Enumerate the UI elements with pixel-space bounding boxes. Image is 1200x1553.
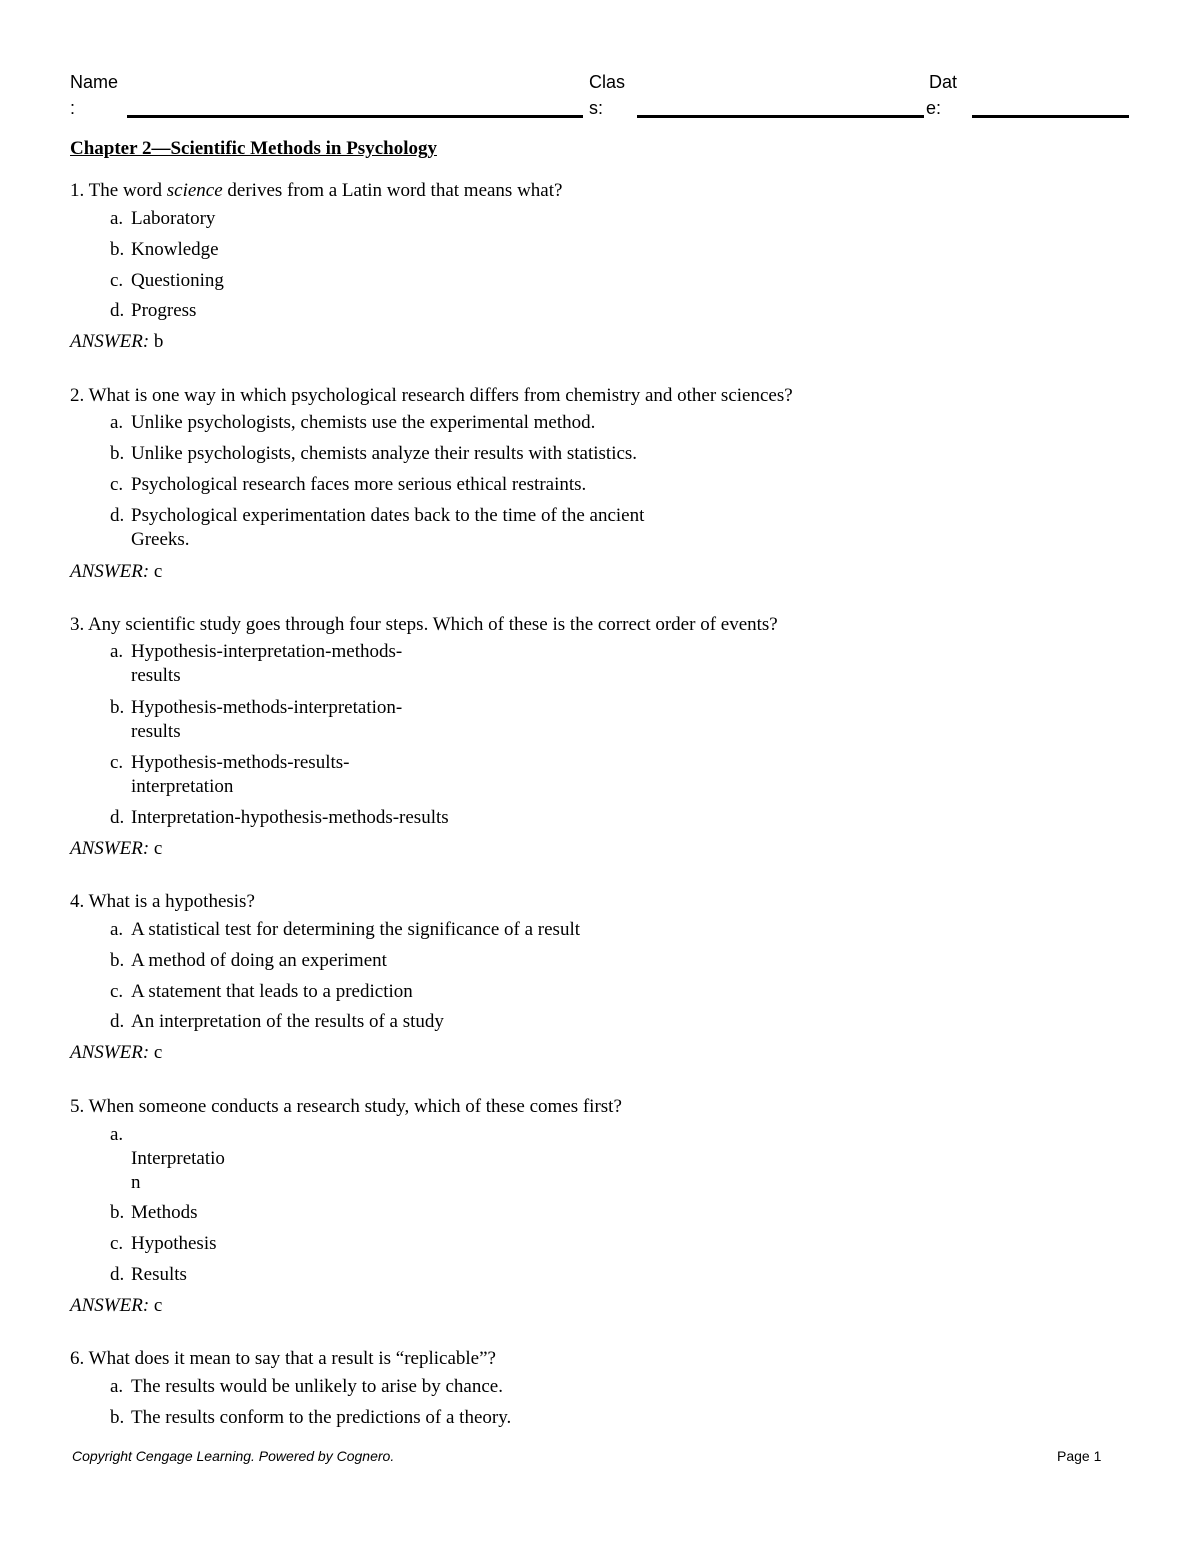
question-text: derives from a Latin word that means what?	[222, 180, 563, 201]
answer-label: ANSWER:	[70, 561, 150, 582]
question-text: What does it mean to say that a result is “replicable”?	[88, 1348, 496, 1369]
question-2-stem	[70, 384, 793, 408]
question-number: 3.	[70, 614, 85, 635]
option-d[interactable]	[110, 806, 449, 830]
option-text: Progress	[131, 300, 197, 321]
answer-5	[70, 1294, 162, 1318]
option-text: Unlike psychologists, chemists use the experimental method.	[131, 412, 596, 433]
option-letter: b.	[110, 443, 125, 464]
option-text	[131, 751, 349, 799]
option-b[interactable]	[110, 1201, 198, 1225]
question-6-stem	[70, 1347, 496, 1371]
option-text-line: Hypothesis-methods-results-	[131, 752, 350, 773]
option-letter: b.	[110, 1202, 125, 1223]
option-a[interactable]	[110, 640, 402, 688]
option-letter: c.	[110, 1233, 124, 1254]
option-text	[131, 1147, 225, 1195]
answer-value: c	[153, 838, 163, 859]
footer-page-number: Page 1	[1057, 1448, 1102, 1464]
question-text: What is one way in which psychological research differs from chemistry and other sciences?	[88, 385, 793, 406]
option-text-line: Hypothesis-methods-interpretation-	[131, 697, 403, 718]
option-c[interactable]	[110, 269, 224, 293]
option-letter: d.	[110, 807, 125, 828]
option-letter: c.	[110, 270, 124, 291]
option-text: Unlike psychologists, chemists analyze their results with statistics.	[131, 443, 638, 464]
option-letter: c.	[110, 474, 124, 495]
question-4-stem	[70, 890, 255, 914]
answer-4	[70, 1041, 162, 1065]
option-text: Methods	[131, 1202, 198, 1223]
option-letter: d.	[110, 300, 125, 321]
option-letter: a.	[110, 641, 124, 662]
question-italic-term: science	[166, 180, 223, 201]
option-b[interactable]	[110, 696, 402, 744]
option-a[interactable]	[110, 1375, 503, 1399]
name-label: Name	[70, 72, 119, 92]
option-letter: a.	[110, 412, 124, 433]
option-c[interactable]	[110, 751, 349, 799]
option-text: A statistical test for determining the significance of a result	[131, 919, 581, 940]
option-letter: a.	[110, 208, 124, 229]
question-3-stem	[70, 613, 778, 637]
option-letter: b.	[110, 239, 125, 260]
option-b[interactable]	[110, 442, 637, 466]
answer-label: ANSWER:	[70, 1295, 150, 1316]
option-letter: a.	[110, 1376, 124, 1397]
answer-value: b	[153, 331, 164, 352]
footer-copyright: Copyright Cengage Learning. Powered by Cognero.	[72, 1448, 395, 1464]
option-text: Questioning	[131, 270, 224, 291]
option-letter: a.	[110, 919, 124, 940]
answer-label: ANSWER:	[70, 1042, 150, 1063]
option-text	[131, 696, 402, 744]
option-letter: c.	[110, 752, 124, 773]
question-text: The word	[88, 180, 167, 201]
answer-1	[70, 330, 163, 354]
option-letter: b.	[110, 697, 125, 718]
date-label-colon: e:	[926, 98, 942, 118]
answer-value: c	[153, 1042, 163, 1063]
question-1-stem	[70, 179, 562, 203]
question-5-stem	[70, 1095, 622, 1119]
option-a[interactable]	[110, 411, 595, 435]
option-c[interactable]	[110, 980, 413, 1004]
question-number: 6.	[70, 1348, 85, 1369]
option-letter: b.	[110, 950, 125, 971]
answer-label: ANSWER:	[70, 331, 150, 352]
option-letter: d.	[110, 1011, 125, 1032]
option-c[interactable]	[110, 473, 586, 497]
question-text: Any scientific study goes through four steps. Which of these is the correct order of events?	[87, 614, 778, 635]
class-label-colon: s:	[589, 98, 604, 118]
option-d[interactable]	[110, 1263, 187, 1287]
question-number: 4.	[70, 891, 85, 912]
chapter-title: Chapter 2—Scientific Methods in Psychology	[70, 138, 437, 159]
option-b[interactable]	[110, 238, 219, 262]
option-text: A method of doing an experiment	[131, 950, 387, 971]
option-letter: a.	[110, 1124, 124, 1145]
option-text: The results conform to the predictions of a theory.	[131, 1407, 512, 1428]
answer-2	[70, 560, 162, 584]
option-text: Hypothesis	[131, 1233, 217, 1254]
option-text-line: results	[131, 721, 181, 742]
option-text-line: n	[131, 1172, 141, 1193]
option-text-line: interpretation	[131, 776, 234, 797]
answer-value: c	[153, 1295, 163, 1316]
class-field-line[interactable]	[637, 115, 924, 118]
option-letter: d.	[110, 505, 125, 526]
option-text-line: results	[131, 665, 181, 686]
option-d[interactable]	[110, 504, 644, 552]
option-d[interactable]	[110, 299, 196, 323]
option-text-line: Greeks.	[131, 529, 190, 550]
option-text: Laboratory	[131, 208, 216, 229]
class-label: Clas	[589, 72, 626, 92]
question-text: What is a hypothesis?	[88, 891, 255, 912]
answer-3	[70, 837, 162, 861]
option-text: Interpretation-hypothesis-methods-results	[131, 807, 449, 828]
date-label: Dat	[929, 72, 958, 92]
question-text: When someone conducts a research study, which of these comes first?	[88, 1096, 622, 1117]
option-b[interactable]	[110, 1406, 511, 1430]
option-c[interactable]	[110, 1232, 217, 1256]
option-letter: d.	[110, 1264, 125, 1285]
option-text: A statement that leads to a prediction	[131, 981, 413, 1002]
option-b[interactable]	[110, 949, 387, 973]
option-a[interactable]	[110, 918, 580, 942]
name-label-colon: :	[70, 98, 76, 118]
option-a[interactable]	[110, 207, 215, 231]
option-text-line: Hypothesis-interpretation-methods-	[131, 641, 403, 662]
date-field-line[interactable]	[972, 115, 1129, 118]
option-d[interactable]	[110, 1010, 444, 1034]
option-a[interactable]	[110, 1123, 225, 1195]
option-text: The results would be unlikely to arise by chance.	[131, 1376, 503, 1397]
option-text: An interpretation of the results of a study	[131, 1011, 444, 1032]
option-text	[131, 504, 644, 552]
option-text-line: Psychological experimentation dates back to the time of the ancient	[131, 505, 645, 526]
option-letter: b.	[110, 1407, 125, 1428]
option-text	[131, 640, 402, 688]
question-number: 2.	[70, 385, 85, 406]
option-text-line: Interpretatio	[131, 1148, 225, 1169]
option-text: Psychological research faces more serious ethical restraints.	[131, 474, 587, 495]
question-number: 5.	[70, 1096, 85, 1117]
name-field-line[interactable]	[127, 115, 583, 118]
option-text: Results	[131, 1264, 187, 1285]
question-number: 1.	[70, 180, 85, 201]
answer-label: ANSWER:	[70, 838, 150, 859]
option-text: Knowledge	[131, 239, 219, 260]
answer-value: c	[153, 561, 163, 582]
option-letter: c.	[110, 981, 124, 1002]
